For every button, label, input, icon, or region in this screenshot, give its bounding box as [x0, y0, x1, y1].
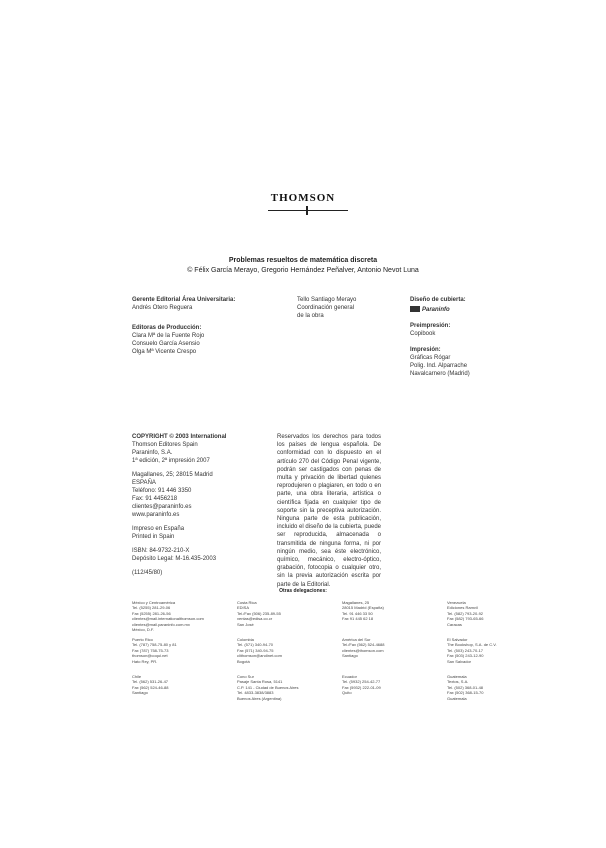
- office-line: thomson@coqui.net: [132, 653, 168, 659]
- office-entry: [447, 600, 483, 627]
- office-name: Chile: [132, 674, 142, 679]
- address-line: Magallanes, 25; 28015 Madrid: [132, 472, 213, 478]
- office-name: Cono Sur: [237, 674, 254, 679]
- office-line: clientes@thomson.com: [342, 647, 384, 653]
- office-name: Puerto Rico: [132, 637, 153, 642]
- credit-line: de la obra: [297, 313, 324, 319]
- office-line: 28015 Madrid (España): [342, 605, 384, 611]
- office-line: Fax (571) 340-94-75: [237, 647, 274, 653]
- credit-name: Gráficas Rógar: [410, 355, 451, 361]
- office-name: Venezuela: [447, 600, 466, 605]
- office-line: Hato Rey, PR.: [132, 658, 158, 664]
- office-line: EDISA: [237, 605, 250, 611]
- office-name: El Salvador: [447, 637, 468, 642]
- copyright-block: [132, 433, 264, 577]
- book-title: Problemas resueltos de matemática discreta: [228, 257, 378, 264]
- office-line: Quito: [342, 690, 352, 696]
- office-line: Fax 91 445 62 18: [342, 616, 374, 622]
- publisher-logo: THOMSON: [270, 192, 336, 204]
- address-line: ESPAÑA: [132, 480, 156, 486]
- credit-name: Clara Mª de la Fuente Rojo: [132, 333, 205, 339]
- office-line: ventas@edisa.co.cr: [237, 616, 273, 622]
- office-line: Caracas: [447, 621, 462, 627]
- office-line: Tel./Fax (562) 524-4688: [342, 642, 385, 648]
- office-name: México y Centroamérica: [132, 600, 176, 605]
- logo-underline: [268, 210, 348, 211]
- office-line: Fax (787) 758-75-73: [132, 647, 169, 653]
- office-entry: [342, 600, 384, 622]
- office-name: Costa Rica: [237, 600, 257, 605]
- office-entry: [342, 674, 381, 696]
- office-line: San José: [237, 621, 254, 627]
- office-line: Tel. (503) 243-70-17: [447, 647, 484, 653]
- office-entry: [237, 674, 299, 701]
- office-line: Tel. 91 446 33 50: [342, 610, 373, 616]
- office-line: Fax (5255) 281-26-56: [132, 610, 171, 616]
- office-line: Tel. (5932) 254-42-77: [342, 679, 381, 685]
- office-name: América del Sur: [342, 637, 371, 642]
- office-line: The Bookshop, S.A. de C.V.: [447, 642, 497, 648]
- office-line: Fax (562) 524-46-88: [132, 684, 169, 690]
- credit-heading: Diseño de cubierta:: [410, 297, 466, 303]
- office-name: Magallanes, 25: [342, 600, 370, 605]
- credit-line: Coordinación general: [297, 305, 355, 311]
- office-entry: [447, 637, 497, 664]
- address-line: Teléfono: 91 446 3350: [132, 488, 192, 494]
- office-line: Textos, S.A.: [447, 679, 469, 685]
- website-link[interactable]: www.paraninfo.es: [132, 512, 180, 518]
- email-link[interactable]: clientes@paraninfo.es: [132, 504, 192, 510]
- office-entry: [132, 674, 168, 696]
- office-line: San Salvador: [447, 658, 472, 664]
- credit-line: Tello Santiago Merayo: [297, 297, 357, 303]
- credit-name: Copibook: [410, 331, 436, 337]
- office-name: Colombia: [237, 637, 254, 642]
- credits-mid: [297, 296, 397, 320]
- credits-left: [132, 296, 235, 356]
- office-entry: [237, 600, 281, 627]
- office-line: Tel. 4833-3838/3883: [237, 690, 274, 696]
- credit-name: Consuelo García Asensio: [132, 341, 200, 347]
- office-line: Tel. (5255) 281-29-06: [132, 605, 171, 611]
- legal-deposit: Depósito Legal: M-16.435-2003: [132, 556, 217, 562]
- credit-heading: Editoras de Producción:: [132, 325, 202, 331]
- office-line: clientes@mail.paraninfo.com.mx: [132, 621, 190, 627]
- credits-right: [410, 296, 470, 378]
- office-entry: [342, 637, 384, 659]
- logo-mark-icon: [306, 206, 308, 215]
- office-line: Santiago: [132, 690, 148, 696]
- office-line: clientes@mail.internationalthomson.com: [132, 616, 204, 622]
- office-line: Guatemala: [447, 695, 467, 701]
- credit-heading: Preimpresión:: [410, 323, 451, 329]
- office-line: Tel. (502) 368-01-48: [447, 684, 484, 690]
- copyright-line: 1ª edición, 2ª impresión 2007: [132, 458, 210, 464]
- office-line: Pasaje Santa Rosa, 5141: [237, 679, 283, 685]
- paraninfo-logo-icon: [410, 306, 420, 312]
- printed-line: Printed in Spain: [132, 534, 175, 540]
- credit-name: Andrés Otero Reguera: [132, 305, 193, 311]
- printed-line: Impreso en España: [132, 526, 185, 532]
- credit-heading: Gerente Editorial Área Universitaria:: [132, 297, 236, 303]
- copyright-line: Thomson Editores Spain: [132, 442, 198, 448]
- credit-name: Paraninfo: [422, 307, 450, 313]
- office-line: México, D.F.: [132, 627, 155, 633]
- catalog-code: (112/45/80): [132, 570, 163, 576]
- office-line: Tel./Fax (506) 235-89-55: [237, 610, 281, 616]
- address-line: Fax: 91 4456218: [132, 496, 178, 502]
- office-line: C.P. 141 - Ciudad de Buenos Aires: [237, 684, 299, 690]
- office-line: Santiago: [342, 653, 358, 659]
- office-entry: [237, 637, 282, 664]
- office-line: Tel. (582) 793-20-92: [447, 610, 484, 616]
- office-line: Fax (503) 243-12-90: [447, 653, 484, 659]
- office-name: Ecuador: [342, 674, 357, 679]
- credit-name: Olga Mª Vicente Crespo: [132, 349, 197, 355]
- office-line: Ediciones Ramvil: [447, 605, 478, 611]
- office-line: Fax (5932) 222-01-09: [342, 684, 381, 690]
- office-line: Tel. (562) 531-26-47: [132, 679, 169, 685]
- book-authors: © Félix García Merayo, Gregorio Hernández Peñalver, Antonio Nevot Luna: [187, 267, 419, 274]
- copyright-line: Paraninfo, S.A.: [132, 450, 173, 456]
- credit-name: Polig. Ind. Alparrache: [410, 363, 468, 369]
- office-line: Tel. (787) 758-75-80 y 81: [132, 642, 177, 648]
- office-line: Fax (502) 368-15-70: [447, 690, 484, 696]
- office-line: Tel. (571) 340-94-70: [237, 642, 274, 648]
- office-line: Bogotá: [237, 658, 250, 664]
- copyright-line: COPYRIGHT © 2003 International: [132, 434, 227, 440]
- offices-title: Otras delegaciones:: [279, 588, 327, 594]
- office-line: Fax (582) 793-65-66: [447, 616, 484, 622]
- office-entry: [447, 674, 483, 701]
- office-line: Buenos Aires (Argentina): [237, 695, 282, 701]
- isbn: ISBN: 84-9732-210-X: [132, 548, 190, 554]
- office-entry: [132, 600, 204, 632]
- rights-paragraph: Reservados los derechos para todos los países de lengua española. De conformidad con lo dispuesto en el artículo 270 del Código Penal vigente, podrán ser castigados con penas de multa y privación de libertad quienes reprodujeren o plagiaren, en todo o en parte, una obra literaria, artística o científica fijada en cualquier tipo de soporte sin la preceptiva autorización. Ninguna parte de esta publicación, incluido el diseño de la cubierta, puede ser reproducida, almacenada o transmitida de ninguna forma, ni por ningún medio, sea éste electrónico, químico, mecánico, electro-óptico, grabación, fotocopia o cualquier otro, sin la previa autorización escrita por parte de la Editorial.: [277, 434, 381, 588]
- office-entry: [132, 637, 177, 664]
- office-line: clithomson@andinet.com: [237, 653, 282, 659]
- credit-heading: Impresión:: [410, 347, 441, 353]
- office-name: Guatemala: [447, 674, 467, 679]
- credit-name: Navalcarnero (Madrid): [410, 371, 470, 377]
